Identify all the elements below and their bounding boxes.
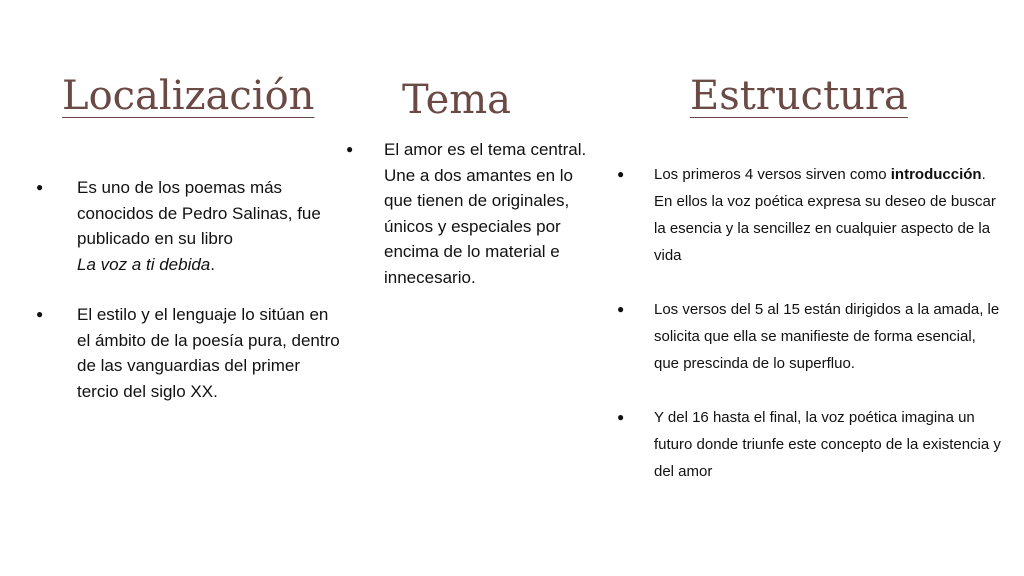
localizacion-item-1: [36, 175, 346, 277]
estructura-item-2: [617, 296, 1002, 377]
estructura-item-1-post: . En ellos la voz poética expresa su deseo de buscar la esencia y la sencillez en cualquier aspecto de la vida: [654, 166, 996, 264]
tema-item-1-text: El amor es el tema central. Une a dos amantes en lo que tienen de originales, únicos y especiales por encima de lo material e innecesario.: [384, 140, 587, 287]
localizacion-column: [36, 175, 346, 404]
estructura-item-1-pre: Los primeros 4 versos sirven como: [654, 166, 891, 183]
estructura-item-1-bold: introducción: [890, 166, 982, 183]
tema-item-1: [346, 137, 601, 290]
heading-tema: Tema: [402, 77, 512, 123]
localizacion-list: [36, 175, 346, 404]
bullet-icon: ●: [617, 302, 625, 316]
localizacion-item-2: [36, 302, 346, 404]
book-title: La voz a ti debida: [77, 254, 211, 274]
localizacion-item-1-end: .: [210, 254, 215, 274]
bullet-icon: ●: [36, 307, 44, 321]
localizacion-item-1-text: Es uno de los poemas más conocidos de Pedro Salinas, fue publicado en su libro: [77, 178, 321, 248]
bullet-icon: ●: [617, 167, 625, 181]
estructura-column: [617, 161, 1002, 485]
heading-estructura: Estructura: [690, 73, 908, 119]
bullet-icon: ●: [36, 180, 44, 194]
bullet-icon: ●: [617, 410, 625, 424]
estructura-item-1: [617, 161, 1002, 269]
estructura-item-3: [617, 404, 1002, 485]
estructura-list: [617, 161, 1002, 485]
bullet-icon: ●: [346, 142, 354, 156]
heading-localizacion: Localización: [62, 73, 315, 119]
estructura-item-2-text: Los versos del 5 al 15 están dirigidos a la amada, le solicita que ella se manifieste de forma esencial, que prescinda de lo superfluo.: [654, 301, 1000, 372]
estructura-item-3-text: Y del 16 hasta el final, la voz poética imagina un futuro donde triunfe este concepto de la existencia y del amor: [654, 409, 1001, 480]
localizacion-item-2-text: El estilo y el lenguaje lo sitúan en el ámbito de la poesía pura, dentro de las vanguardias del primer tercio del siglo XX.: [77, 305, 340, 401]
tema-list: [346, 137, 601, 290]
tema-column: [346, 137, 601, 290]
